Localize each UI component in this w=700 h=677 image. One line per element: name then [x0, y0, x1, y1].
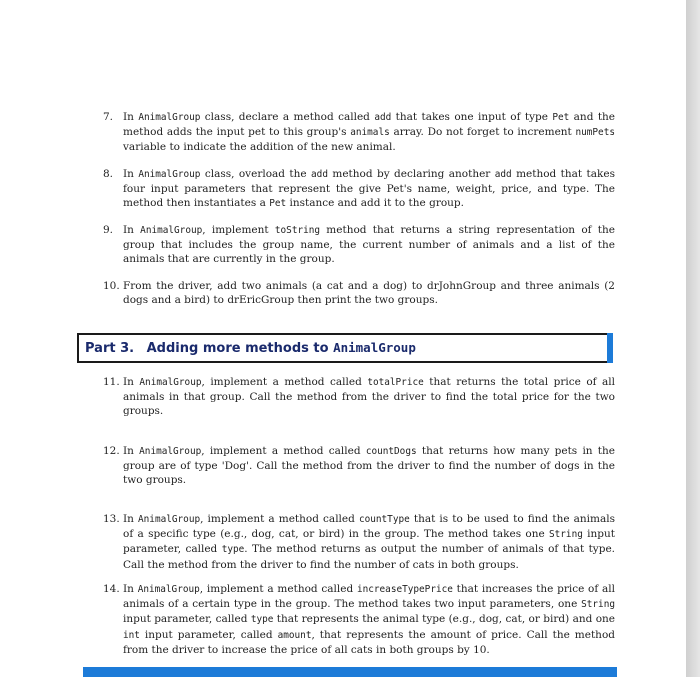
- inline-code: String: [549, 529, 583, 541]
- text-run: method by declaring another: [327, 168, 495, 180]
- inline-code: Pet: [269, 198, 287, 210]
- list-item-7: [103, 110, 615, 155]
- item-number: 7.: [103, 111, 114, 123]
- inline-code: type: [221, 544, 245, 556]
- inline-code: animals: [350, 127, 390, 139]
- item-text: [123, 375, 615, 419]
- text-run: class, declare a method called: [200, 111, 375, 123]
- item-number: 14.: [103, 583, 120, 595]
- item-number: 12.: [103, 445, 120, 457]
- inline-code: type: [250, 614, 274, 626]
- inline-code: Pet: [552, 112, 570, 123]
- text-run: and the method adds the input pet to this group's: [123, 111, 616, 139]
- text-run: In: [123, 513, 139, 525]
- list-item-9: [103, 223, 615, 267]
- text-run: that returns how many pets in the group are of type 'Dog'. Call the method from the driver to find the number of dogs in the two groups.: [123, 445, 615, 487]
- item-text: [123, 512, 615, 572]
- inline-code: int: [123, 629, 140, 641]
- item-text: [123, 167, 615, 212]
- text-run: , implement a method called: [201, 445, 366, 457]
- list-item-11: [103, 375, 615, 419]
- text-run: , implement: [202, 224, 275, 236]
- text-run: that is to be used to find the animals of a specific type (e.g., dog, cat, or bird) in the group. The method takes one: [123, 513, 615, 541]
- item-text: [123, 444, 615, 488]
- page-edge-shadow: [686, 0, 700, 677]
- item-number: 11.: [103, 376, 120, 388]
- text-run: input parameter, called: [139, 628, 278, 641]
- list-item-8: [103, 167, 615, 212]
- inline-code: AnimalGroup: [138, 112, 201, 123]
- item-number: 13.: [103, 513, 120, 525]
- text-run: method that takes four input parameters that represent the give Pet's name, weight, price, and type. The method then instantiates a: [123, 168, 616, 210]
- inline-code: totalPrice: [367, 377, 424, 388]
- section-header: [77, 333, 613, 363]
- item-text: [123, 223, 615, 267]
- inline-code: AnimalGroup: [140, 225, 203, 236]
- text-run: In: [123, 376, 140, 388]
- inline-code: add: [374, 112, 392, 123]
- section-header-accent: [607, 333, 613, 363]
- list-item-13: [103, 512, 615, 572]
- inline-code: String: [581, 599, 615, 611]
- inline-code: AnimalGroup: [137, 584, 200, 595]
- inline-code: add: [494, 169, 512, 180]
- inline-code: numPets: [575, 127, 615, 139]
- text-run: In: [123, 445, 140, 457]
- next-section-header-partial: [83, 667, 617, 677]
- inline-code: toString: [274, 225, 321, 236]
- text-run: input parameter, called: [123, 613, 251, 626]
- inline-code: countType: [358, 514, 410, 525]
- text-run: From the driver, add two animals (a cat and a dog) to: [123, 280, 427, 292]
- text-run: , implement a method called: [200, 513, 359, 525]
- text-run: . The method returns as output the number of animals of that type. Call the method from the driver to find the number of cats in both groups.: [123, 543, 615, 571]
- item-text: [123, 279, 615, 307]
- inline-code: amount: [277, 629, 312, 641]
- item-number: 8.: [103, 168, 114, 180]
- text-run: method that returns a string representation of the group that includes the group name, the current number of animals and a list of the animals that are currently in the group.: [123, 224, 615, 266]
- text-run: In: [123, 168, 139, 180]
- text-run: variable to indicate the addition of the new animal.: [123, 141, 396, 154]
- section-title: [85, 340, 416, 356]
- item-number: 9.: [103, 224, 114, 236]
- inline-identifier: drJohnGroup: [426, 280, 496, 292]
- section-title-code: AnimalGroup: [333, 340, 416, 355]
- text-run: In: [123, 224, 141, 236]
- text-run: In: [123, 583, 138, 595]
- text-run: In: [123, 111, 139, 123]
- text-run: instance and add it to the group.: [286, 197, 464, 210]
- text-run: class, overload the: [200, 168, 312, 180]
- inline-identifier: drEricGroup: [227, 294, 295, 307]
- inline-code: AnimalGroup: [138, 514, 201, 525]
- text-run: and three animals (2 dogs and a bird) to: [123, 280, 615, 307]
- section-label: Part 3.: [85, 341, 135, 356]
- inline-code: AnimalGroup: [139, 446, 202, 457]
- text-run: that increases the price of all animals of a certain type in the group. The method takes two input parameters, one: [123, 583, 616, 611]
- text-run: , implement a method called: [199, 583, 357, 595]
- inline-code: AnimalGroup: [139, 377, 202, 388]
- text-run: array. Do not forget to increment: [389, 126, 576, 139]
- text-run: that represents the animal type (e.g., dog, cat, or bird) and one: [273, 613, 616, 626]
- text-run: that returns the total price of all animals in that group. Call the method from the driver to find the total price for the two groups.: [123, 376, 615, 418]
- inline-code: AnimalGroup: [138, 169, 201, 180]
- text-run: then print the two groups.: [294, 294, 438, 307]
- inline-code: increaseTypePrice: [356, 584, 453, 595]
- text-run: input parameter, called: [123, 528, 615, 556]
- text-run: , implement a method called: [201, 376, 368, 388]
- item-text: [123, 110, 615, 155]
- item-number: 10.: [103, 280, 120, 292]
- list-item-10: [103, 279, 615, 307]
- section-title-text: Adding more methods to: [146, 341, 334, 356]
- text-run: , that represents the amount of price. Call the method from the driver to increase the price of all cats in both groups by 10.: [123, 628, 615, 656]
- text-run: that takes one input of type: [391, 111, 553, 123]
- inline-code: countDogs: [365, 446, 417, 457]
- list-item-14: [103, 582, 615, 657]
- inline-code: add: [311, 169, 328, 180]
- item-text: [123, 582, 615, 657]
- list-item-12: [103, 444, 615, 488]
